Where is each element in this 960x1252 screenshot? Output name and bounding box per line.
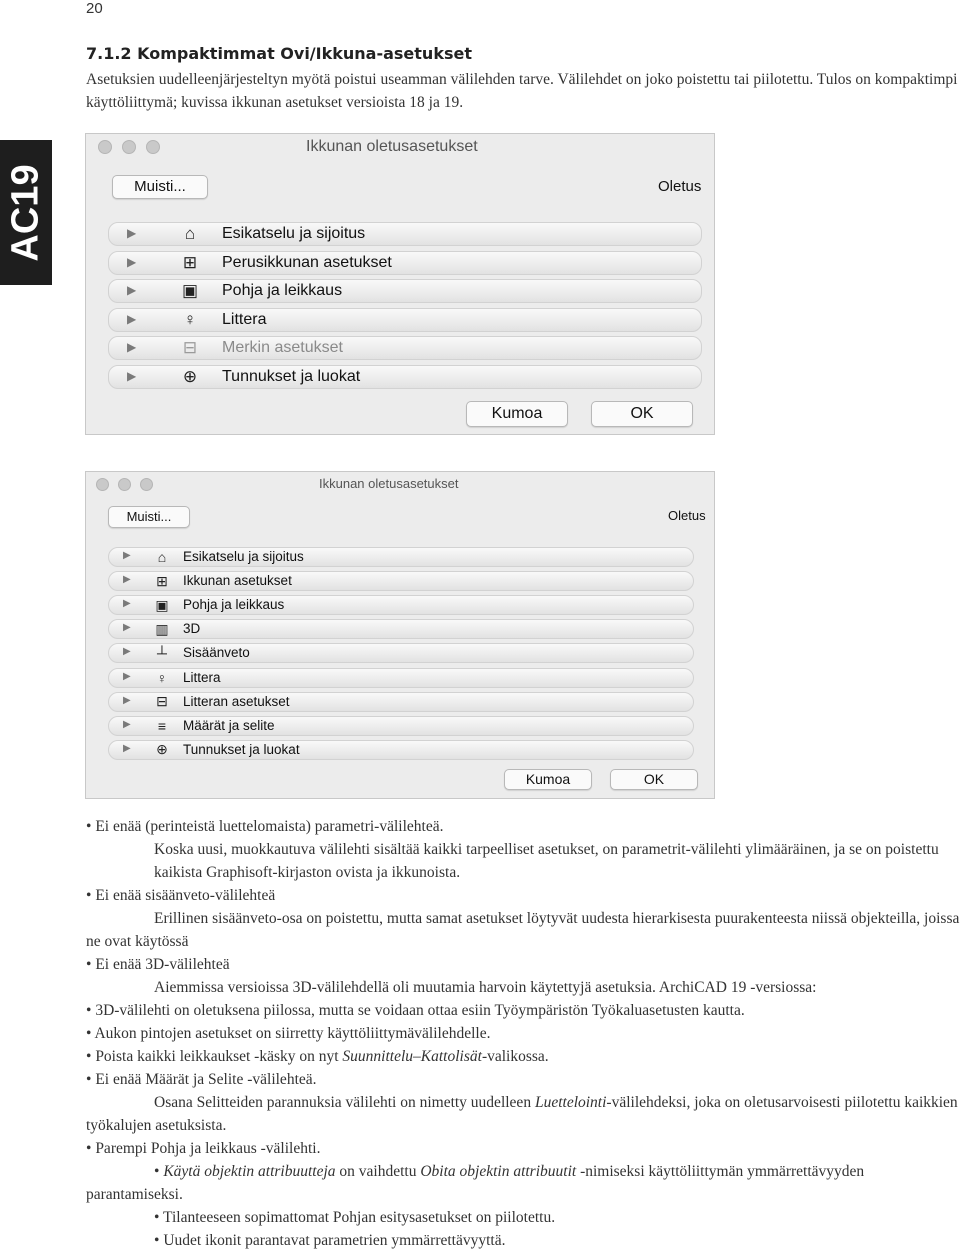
cancel-button[interactable]: Kumoa: [504, 769, 592, 790]
settings-tab-label: Littera: [222, 310, 267, 328]
bullet-item: • Aukon pintojen asetukset on siirretty käyttöliittymävälilehdelle.: [86, 1022, 960, 1045]
cancel-button[interactable]: Kumoa: [466, 401, 568, 427]
window-settings-icon: ⊞: [182, 252, 198, 272]
settings-tab-label: Littera: [183, 669, 221, 685]
settings-tab-label: Esikatselu ja sijoitus: [183, 549, 304, 564]
disclosure-triangle-icon[interactable]: ▶: [123, 550, 131, 561]
settings-tab-row[interactable]: [108, 740, 694, 760]
settings-tab-label: Litteran asetukset: [183, 693, 290, 709]
paragraph-text: Erillinen sisäänveto-osa on poistettu, mutta samat asetukset löytyvät uudesta hierarkisesta puurakenteesta niissä objekteilla, joissa ne ovat käytössä: [86, 910, 960, 950]
disclosure-triangle-icon[interactable]: ▶: [123, 742, 131, 754]
paragraph: [86, 838, 960, 884]
3d-icon: ▥: [155, 620, 169, 637]
disclosure-triangle-icon[interactable]: ▶: [127, 311, 137, 326]
settings-tab-row[interactable]: [108, 668, 694, 688]
paragraph: [86, 976, 960, 999]
oletus-label: Oletus: [658, 178, 702, 195]
settings-tab-row[interactable]: [108, 251, 702, 275]
version-side-tab: [0, 140, 52, 285]
settings-tab-label: Pohja ja leikkaus: [222, 282, 343, 300]
option-name: Käytä objektin attribuutteja: [163, 1163, 336, 1180]
ok-button[interactable]: OK: [610, 769, 698, 790]
settings-tab-row[interactable]: [108, 336, 702, 360]
tab-name: Luettelointi: [534, 1094, 607, 1111]
bullet-item: • Ei enää sisäänveto-välilehteä: [86, 884, 960, 907]
page-number: 20: [86, 0, 103, 17]
window-settings-dialog-ac19: [85, 133, 715, 435]
preview-icon: ⌂: [157, 549, 167, 565]
ok-button[interactable]: OK: [591, 401, 693, 427]
version-side-tab-label: AC19: [4, 163, 47, 262]
close-window-icon[interactable]: [96, 478, 109, 491]
settings-tab-row[interactable]: [108, 716, 694, 736]
muisti-button[interactable]: Muisti...: [112, 175, 208, 199]
window-settings-dialog-ac18: [85, 471, 715, 799]
settings-tab-label: Merkin asetukset: [222, 339, 343, 357]
text-run: Tilanteeseen sopimattomat Pohjan esitysasetukset on piilotettu.: [163, 1209, 556, 1226]
paragraph-text: Koska uusi, muokkautuva välilehti sisältää kaikki tarpeelliset asetukset, on parametrit-välilehti ylimääräinen, ja se on poistettu kaikista Graphisoft-kirjaston ovista ja ikkunoista.: [154, 841, 939, 881]
disclosure-triangle-icon[interactable]: ▶: [123, 598, 131, 610]
option-name: Obita objektin attribuutit: [420, 1163, 577, 1180]
marker-settings-icon: ⊟: [182, 338, 198, 358]
marker-settings-icon: ⊟: [156, 693, 168, 710]
settings-tab-row[interactable]: [108, 547, 694, 567]
settings-tab-label: Perusikkunan asetukset: [222, 253, 392, 271]
disclosure-triangle-icon[interactable]: ▶: [123, 622, 131, 634]
settings-tab-row[interactable]: [108, 643, 694, 663]
disclosure-triangle-icon[interactable]: ▶: [123, 574, 131, 586]
settings-tab-label: Sisäänveto: [183, 645, 250, 661]
marker-icon: ♀: [183, 309, 197, 329]
paragraph: [86, 1091, 960, 1137]
settings-tab-label: Ikkunan asetukset: [183, 573, 292, 589]
settings-tab-row[interactable]: [108, 308, 702, 332]
disclosure-triangle-icon[interactable]: ▶: [127, 226, 137, 240]
section-heading: 7.1.2 Kompaktimmat Ovi/Ikkuna-asetukset: [86, 44, 472, 63]
disclosure-triangle-icon[interactable]: ▶: [123, 646, 131, 658]
paragraph-text: Aiemmissa versioissa 3D-välilehdellä oli muutamia harvoin käytettyjä asetuksia. ArchiCAD 19 -versiossa:: [154, 979, 817, 996]
sub-bullet-item: • Tilanteeseen sopimattomat Pohjan esitysasetukset on piilotettu.: [154, 1209, 556, 1226]
bullet-item: • Ei enää 3D-välilehteä: [86, 953, 960, 976]
bullet-item: • 3D-välilehti on oletuksena piilossa, mutta se voidaan ottaa esiin Työympäristön Työkaluasetusten kautta.: [86, 999, 960, 1022]
muisti-button[interactable]: Muisti...: [108, 506, 190, 528]
disclosure-triangle-icon[interactable]: ▶: [127, 254, 137, 269]
close-window-icon[interactable]: [98, 140, 112, 154]
sub-bullet-item: • Käytä objektin attribuutteja on vaihdettu Obita objektin attribuutit -nimiseksi käyttöliittymän ymmärrettävyyden parantamiseksi.: [86, 1163, 865, 1203]
text-run: -nimiseksi käyttöliittymän ymmärrettävyyden parantamiseksi.: [86, 1163, 865, 1203]
oletus-label: Oletus: [668, 508, 706, 523]
disclosure-triangle-icon[interactable]: ▶: [127, 369, 137, 383]
reveal-icon: ┴: [157, 645, 167, 662]
disclosure-triangle-icon[interactable]: ▶: [123, 718, 131, 730]
settings-tab-label: Esikatselu ja sijoitus: [222, 225, 366, 242]
zoom-window-icon[interactable]: [140, 478, 153, 491]
bullet-item: • Parempi Pohja ja leikkaus -välilehti.: [86, 1137, 960, 1160]
listing-icon: ≡: [157, 717, 167, 734]
preview-icon: ⌂: [184, 224, 196, 243]
disclosure-triangle-icon[interactable]: ▶: [127, 340, 137, 355]
settings-tab-row[interactable]: [108, 222, 702, 246]
menu-path: Suunnittelu–Kattolisät: [342, 1048, 482, 1065]
paragraph: [86, 907, 960, 953]
text-run: Osana Selitteiden parannuksia välilehti on nimetty uudelleen: [154, 1094, 535, 1111]
text-run: -valikossa.: [481, 1048, 549, 1065]
settings-tab-label: 3D: [183, 621, 201, 637]
disclosure-triangle-icon[interactable]: ▶: [123, 694, 131, 706]
text-run: -välilehdeksi, joka on oletusarvoisesti piilotettu kaikkien työkalujen asetuksista.: [86, 1094, 958, 1134]
settings-tab-row[interactable]: [108, 692, 694, 712]
body-text: [86, 815, 960, 1252]
dialog-title: Ikkunan oletusasetukset: [306, 138, 478, 155]
floorplan-icon: ▣: [181, 281, 199, 301]
settings-tab-row[interactable]: [108, 279, 702, 303]
settings-tab-row[interactable]: [108, 619, 694, 639]
disclosure-triangle-icon[interactable]: ▶: [123, 670, 131, 682]
window-settings-icon: ⊞: [156, 572, 168, 589]
settings-tab-row[interactable]: [108, 365, 702, 389]
floorplan-icon: ▣: [155, 596, 169, 613]
marker-icon: ♀: [156, 669, 168, 686]
minimize-window-icon[interactable]: [118, 478, 131, 491]
tags-icon: ⊕: [182, 367, 198, 386]
settings-tab-label: Määrät ja selite: [183, 717, 275, 733]
settings-tab-row[interactable]: [108, 595, 694, 615]
text-run: Poista kaikki leikkaukset -käsky on nyt: [95, 1048, 343, 1065]
bullet-item: [86, 1045, 960, 1068]
text-run: Uudet ikonit parantavat parametrien ymmärrettävyyttä.: [163, 1232, 506, 1249]
sub-bullet-item: • Uudet ikonit parantavat parametrien ymmärrettävyyttä.: [154, 1232, 506, 1249]
settings-tab-label: Pohja ja leikkaus: [183, 597, 285, 613]
text-run: on vaihdettu: [335, 1163, 421, 1180]
disclosure-triangle-icon[interactable]: ▶: [127, 283, 137, 298]
settings-tab-label: Tunnukset ja luokat: [183, 741, 300, 757]
bullet-item: • Ei enää Määrät ja Selite -välilehteä.: [86, 1068, 960, 1091]
dialog-title: Ikkunan oletusasetukset: [319, 476, 459, 491]
tags-icon: ⊕: [156, 741, 168, 758]
settings-tab-row[interactable]: [108, 571, 694, 591]
bullet-item: • Ei enää (perinteistä luettelomaista) parametri-välilehteä.: [86, 815, 960, 838]
intro-paragraph: Asetuksien uudelleenjärjesteltyn myötä poistui useamman välilehden tarve. Välilehdet on joko poistettu tai piilotettu. Tulos on kompaktimpi käyttöliittymä; kuvissa ikkunan asetukset versioista 18 ja 19.: [86, 71, 958, 111]
minimize-window-icon[interactable]: [122, 140, 136, 154]
settings-tab-label: Tunnukset ja luokat: [222, 368, 361, 385]
